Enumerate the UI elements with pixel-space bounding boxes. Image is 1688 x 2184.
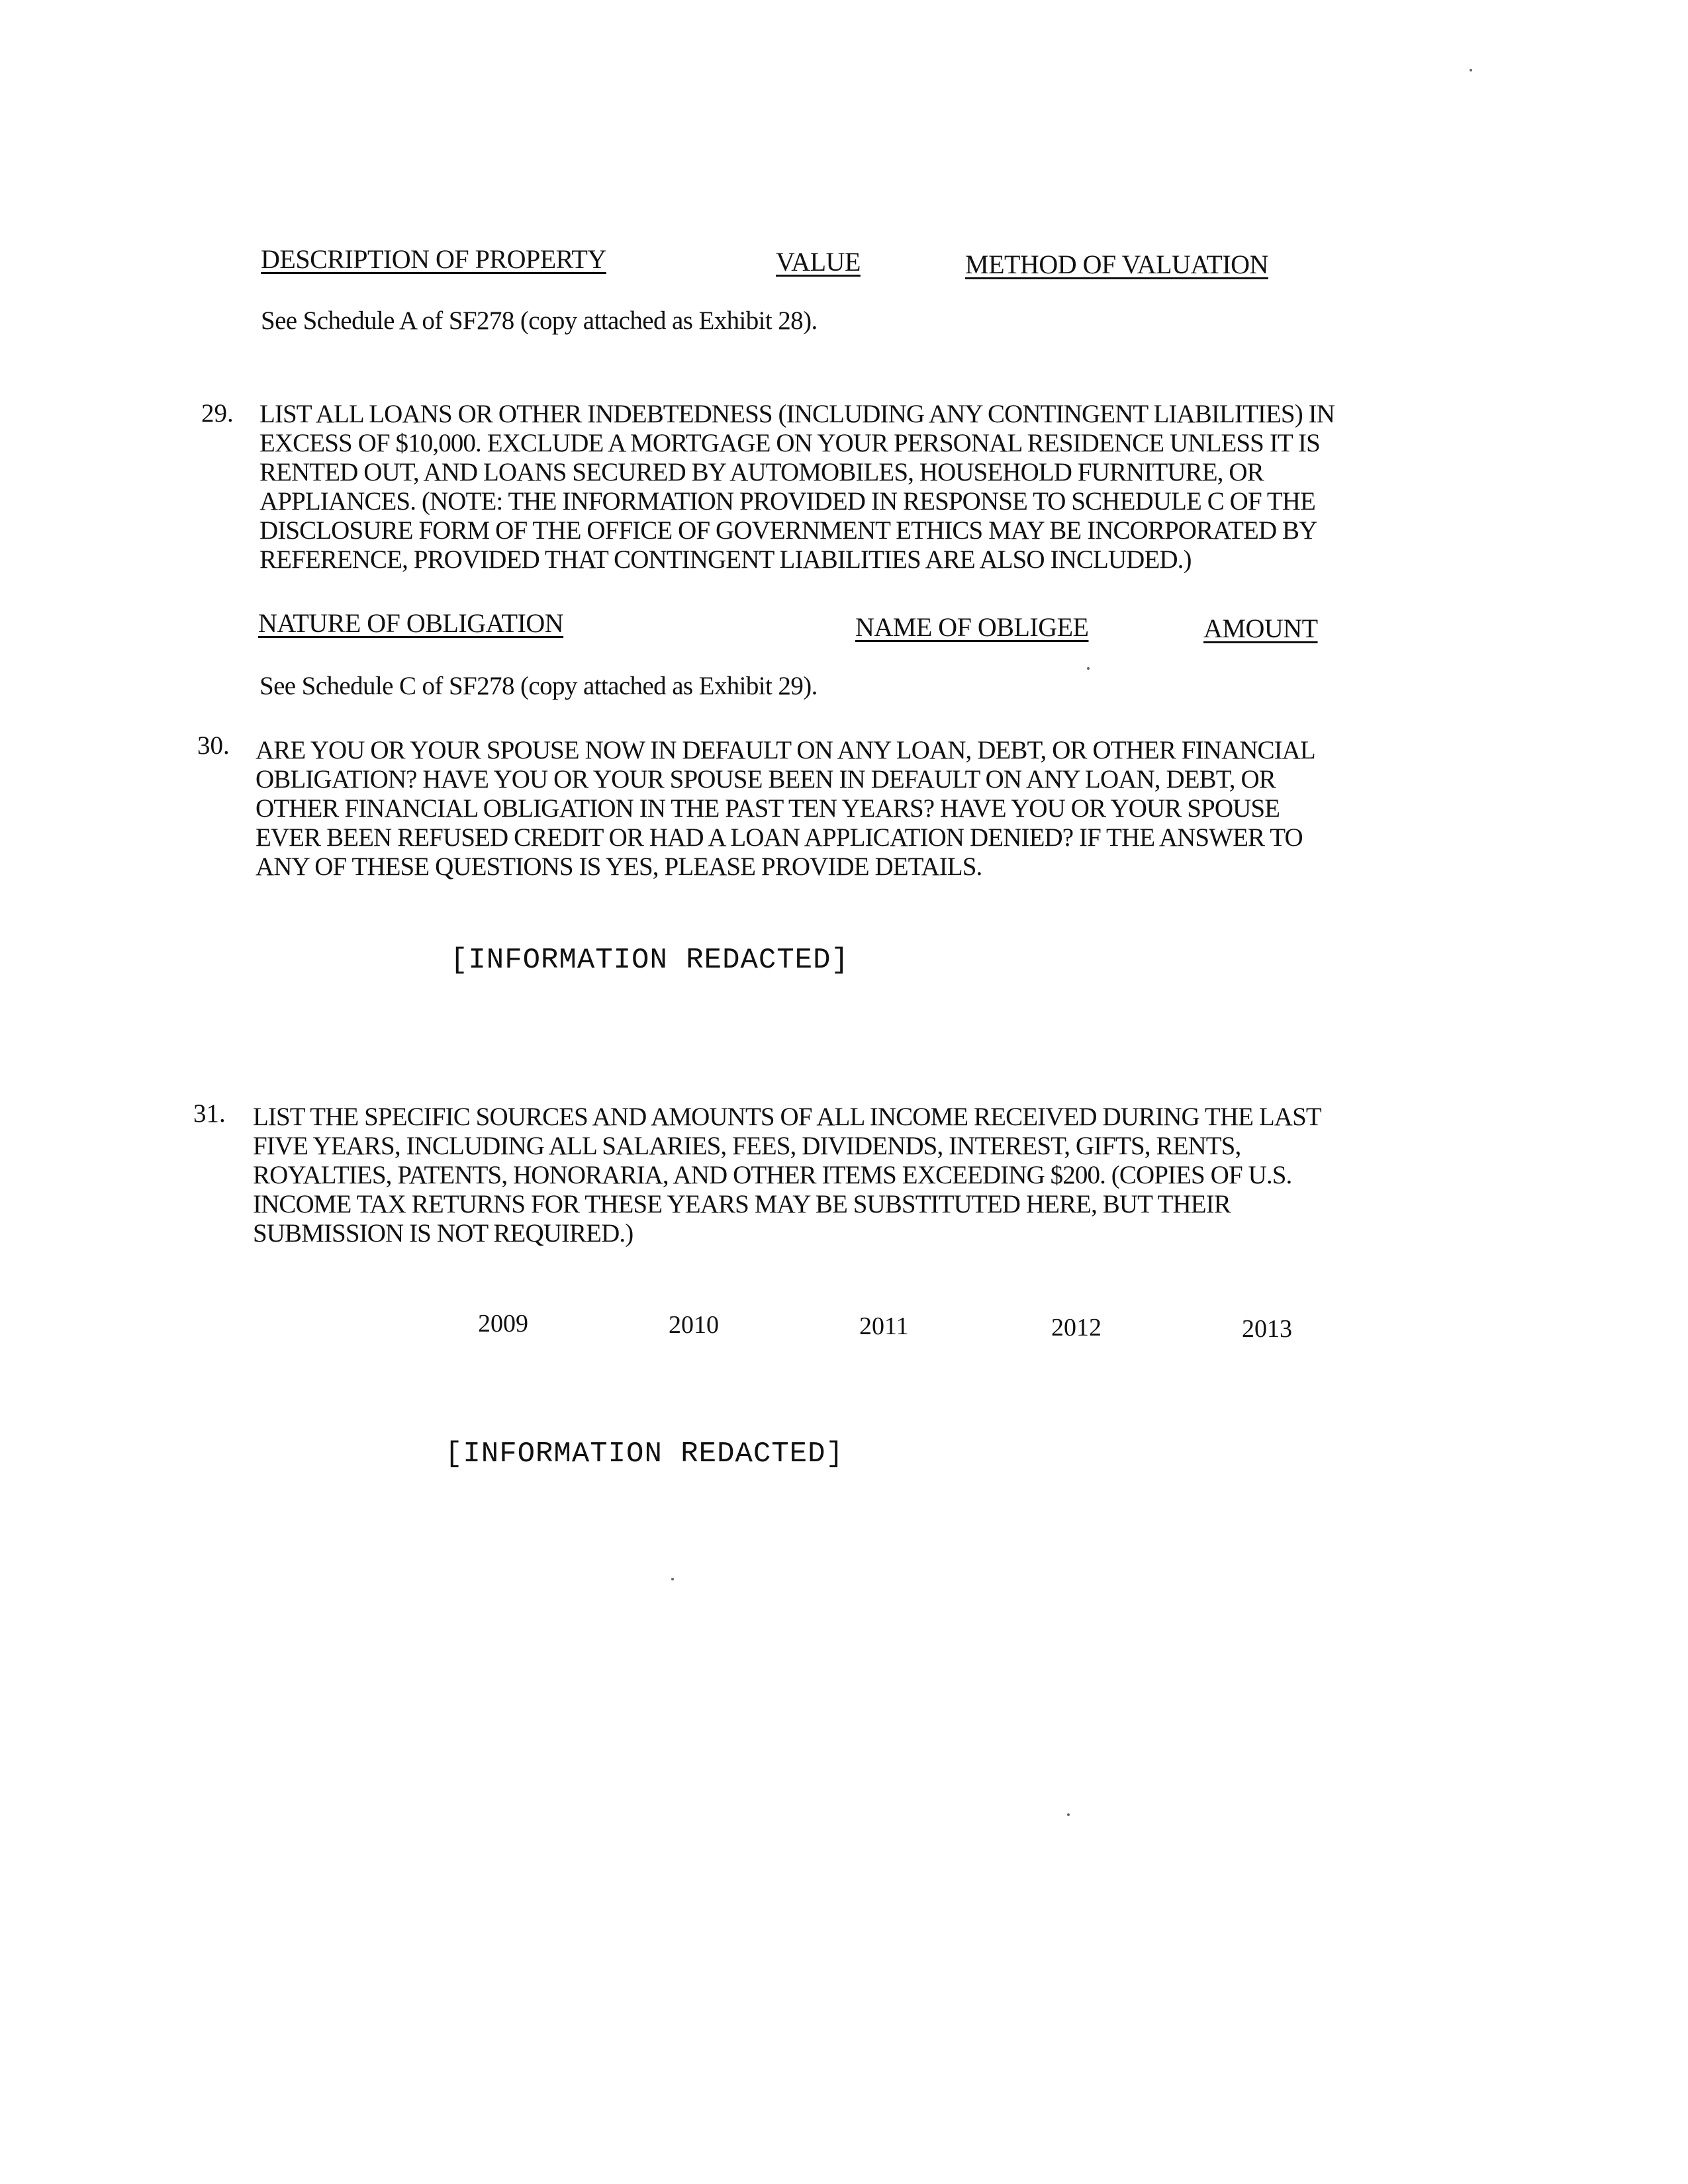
q30-line: EVER BEEN REFUSED CREDIT OR HAD A LOAN APPLICATION DENIED? IF THE ANSWER TO (256, 823, 1303, 852)
nature-of-obligation-header: NATURE OF OBLIGATION (258, 608, 564, 638)
q31-line: FIVE YEARS, INCLUDING ALL SALARIES, FEES, DIVIDENDS, INTEREST, GIFTS, RENTS, (253, 1132, 1241, 1160)
schedule-c-note: See Schedule C of SF278 (copy attached as Exhibit 29). (259, 672, 818, 700)
description-of-property-header: DESCRIPTION OF PROPERTY (261, 244, 606, 274)
q29-number: 29. (201, 399, 234, 428)
q29-text (259, 400, 1438, 574)
q30-line: ANY OF THESE QUESTIONS IS YES, PLEASE PROVIDE DETAILS. (256, 852, 982, 881)
q30-line: OTHER FINANCIAL OBLIGATION IN THE PAST TEN YEARS? HAVE YOU OR YOUR SPOUSE (256, 794, 1280, 823)
q31-line: ROYALTIES, PATENTS, HONORARIA, AND OTHER ITEMS EXCEEDING $200. (COPIES OF U.S. (253, 1161, 1292, 1189)
scan-speck (671, 1578, 674, 1580)
name-of-obligee-header: NAME OF OBLIGEE (855, 612, 1089, 642)
q30-line: OBLIGATION? HAVE YOU OR YOUR SPOUSE BEEN IN DEFAULT ON ANY LOAN, DEBT, OR (256, 765, 1276, 794)
q30-line: ARE YOU OR YOUR SPOUSE NOW IN DEFAULT ON ANY LOAN, DEBT, OR OTHER FINANCIAL (256, 736, 1315, 764)
year-2012: 2012 (1051, 1314, 1102, 1342)
q29-line: DISCLOSURE FORM OF THE OFFICE OF GOVERNMENT ETHICS MAY BE INCORPORATED BY (259, 516, 1317, 545)
method-of-valuation-header: METHOD OF VALUATION (965, 250, 1268, 279)
q31-text (253, 1103, 1444, 1248)
year-2013: 2013 (1242, 1315, 1292, 1343)
q31-line: SUBMISSION IS NOT REQUIRED.) (253, 1219, 633, 1248)
scan-speck (1087, 667, 1090, 670)
q30-redacted-notice: [INFORMATION REDACTED] (450, 944, 849, 977)
value-header: VALUE (776, 247, 861, 277)
amount-header: AMOUNT (1203, 614, 1318, 643)
q29-line: EXCESS OF $10,000. EXCLUDE A MORTGAGE ON YOUR PERSONAL RESIDENCE UNLESS IT IS (259, 429, 1320, 457)
year-2011: 2011 (859, 1312, 909, 1340)
year-2009: 2009 (478, 1310, 528, 1338)
q29-line: RENTED OUT, AND LOANS SECURED BY AUTOMOBILES, HOUSEHOLD FURNITURE, OR (259, 458, 1264, 486)
q31-line: INCOME TAX RETURNS FOR THESE YEARS MAY BE SUBSTITUTED HERE, BUT THEIR (253, 1190, 1231, 1218)
q31-line: LIST THE SPECIFIC SOURCES AND AMOUNTS OF ALL INCOME RECEIVED DURING THE LAST (253, 1103, 1321, 1131)
schedule-a-note: See Schedule A of SF278 (copy attached as Exhibit 28). (261, 306, 818, 335)
q30-number: 30. (197, 731, 230, 760)
q29-line: APPLIANCES. (NOTE: THE INFORMATION PROVIDED IN RESPONSE TO SCHEDULE C OF THE (259, 487, 1315, 516)
q31-redacted-notice: [INFORMATION REDACTED] (445, 1437, 844, 1471)
q30-text (256, 736, 1440, 882)
q31-number: 31. (193, 1099, 226, 1128)
q29-line: LIST ALL LOANS OR OTHER INDEBTEDNESS (INCLUDING ANY CONTINGENT LIABILITIES) IN (259, 400, 1335, 428)
scan-speck (1067, 1813, 1070, 1816)
q29-line: REFERENCE, PROVIDED THAT CONTINGENT LIABILITIES ARE ALSO INCLUDED.) (259, 545, 1192, 574)
year-2010: 2010 (669, 1311, 719, 1339)
scan-speck (1470, 69, 1472, 71)
